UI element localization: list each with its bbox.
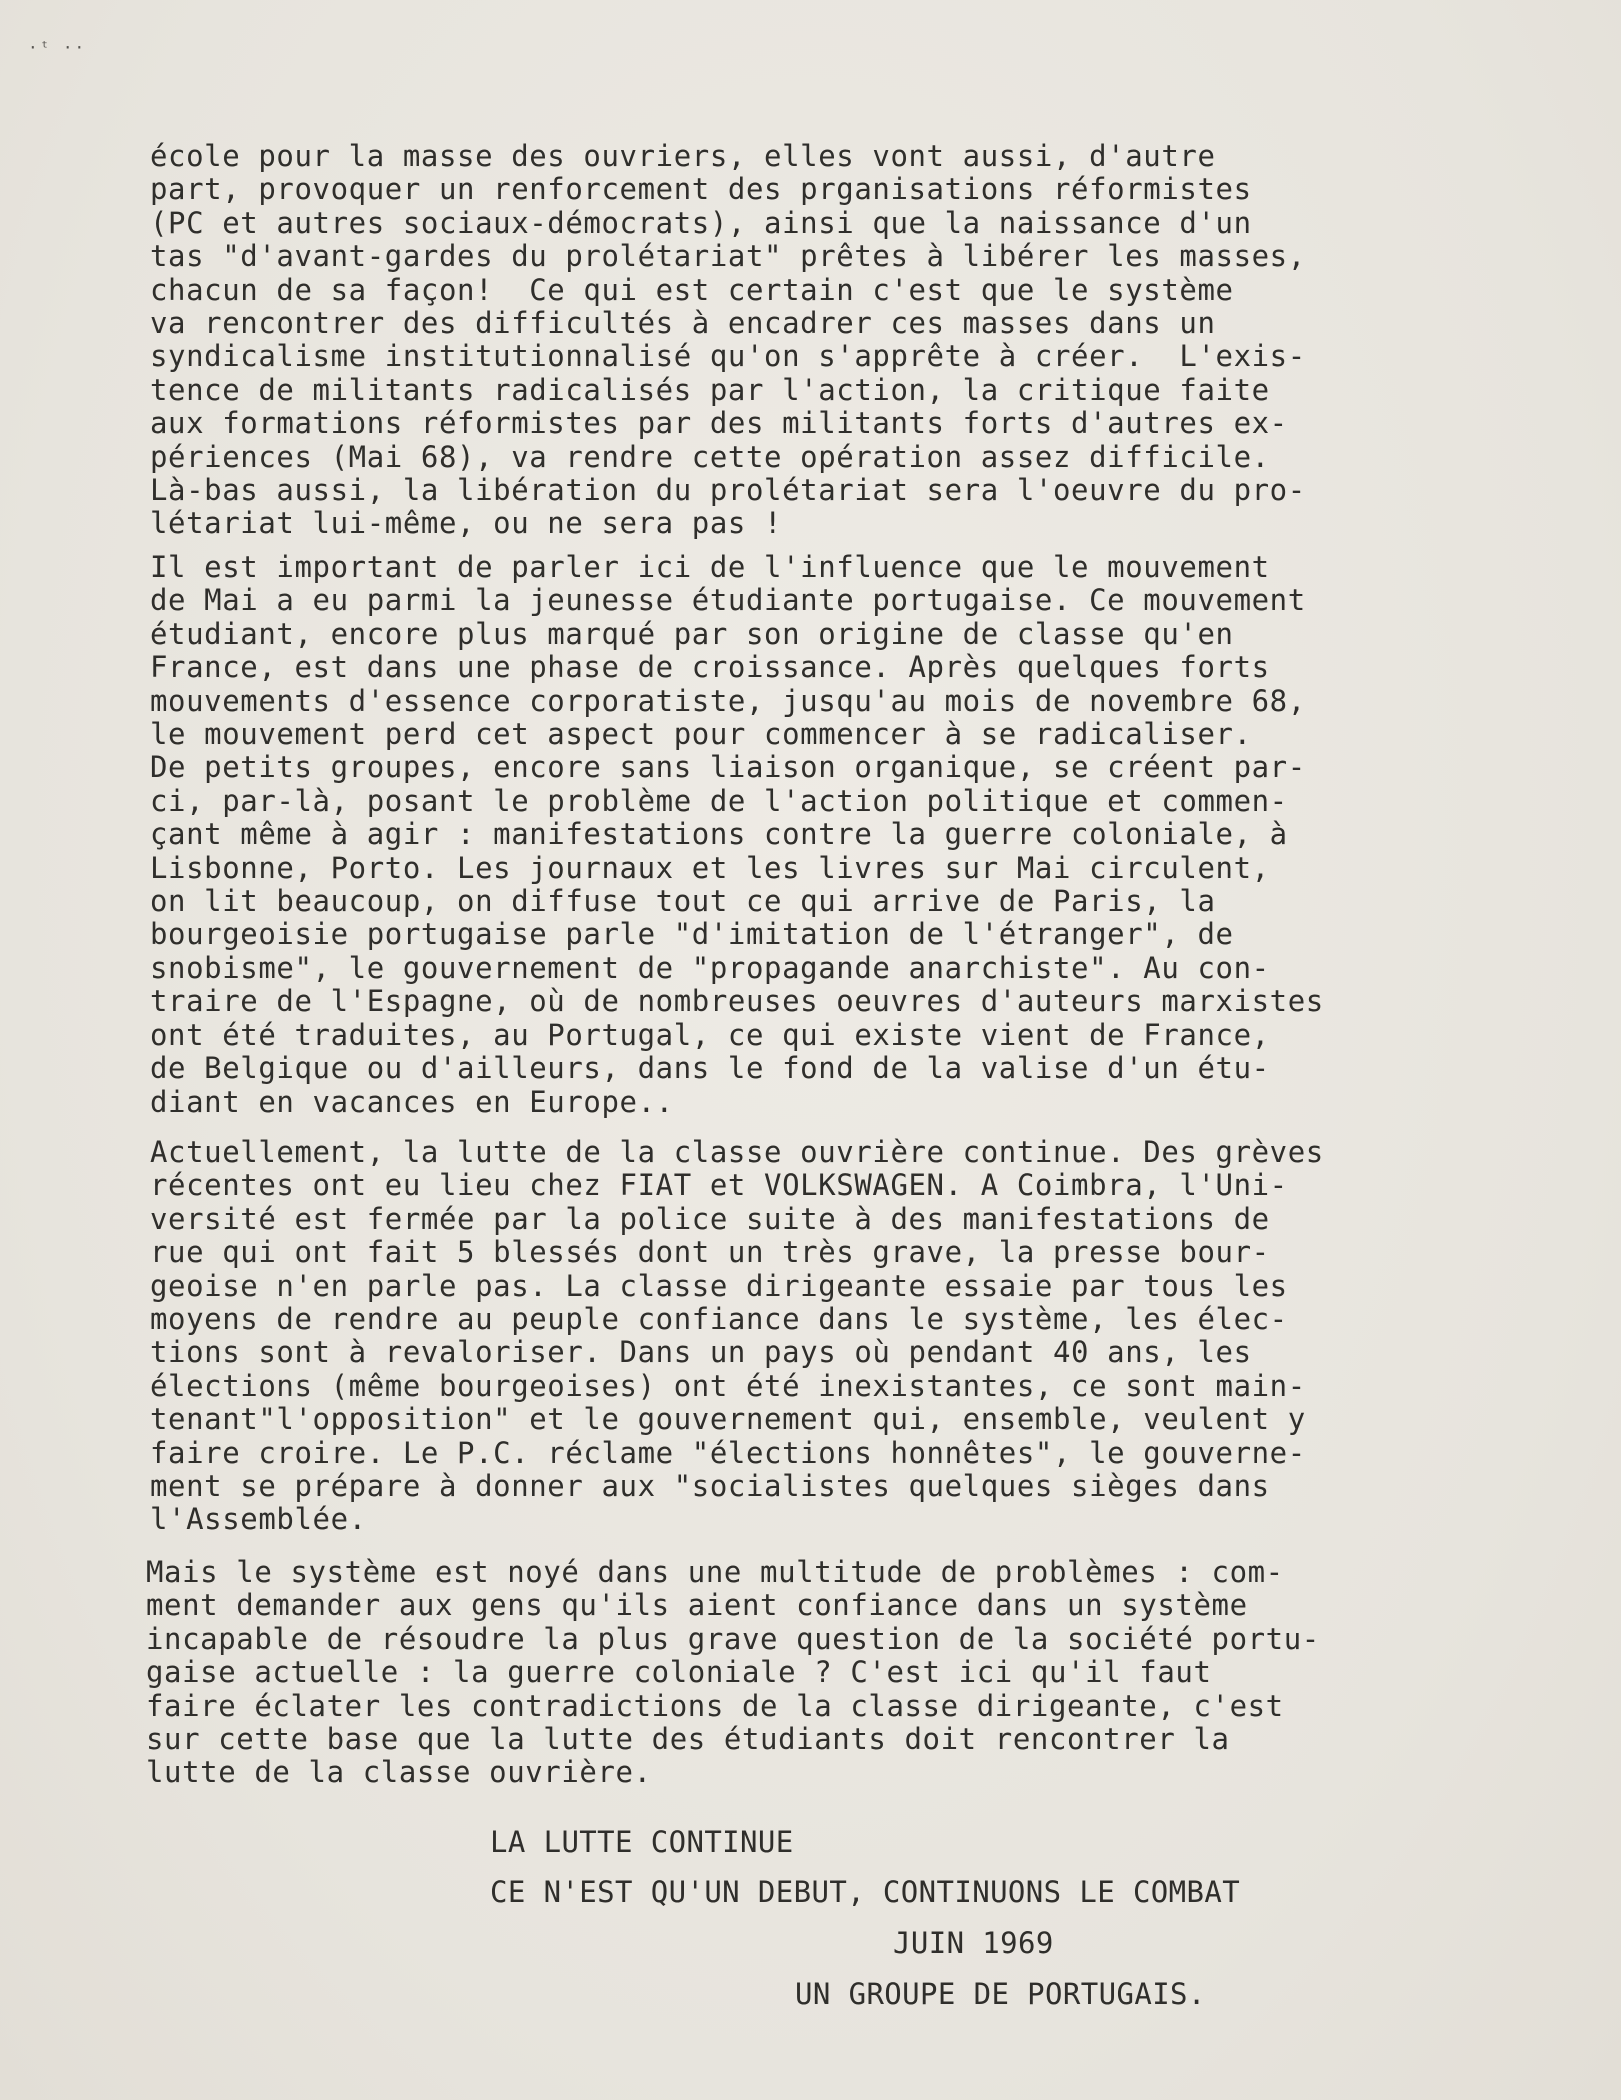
paragraph-4: Mais le système est noyé dans une multitude de problèmes : com- ment demander aux gens qu'ils aient confiance dans un système incapable de résoudre la plus grave question de la société portu- gaise actuelle : la guerre coloniale ? C'est ici qu'il faut faire éclater les contradictions de la classe dirigeante, c'est sur cette base que la lutte des étudiants doit rencontrer la lutte de la classe ouvrière.: [146, 1555, 1320, 1790]
corner-mark: ·ᵗ ··: [28, 38, 87, 57]
signature-line-motto: CE N'EST QU'UN DEBUT, CONTINUONS LE COMBAT: [490, 1875, 1241, 1909]
paragraph-2: Il est important de parler ici de l'influence que le mouvement de Mai a eu parmi la jeunesse étudiante portugaise. Ce mouvement étudiant, encore plus marqué par son origine de classe qu'en France, est dans une phase de croissance. Après quelques forts mouvements d'essence corporatiste, jusqu'au mois de novembre 68, le mouvement perd cet aspect pour commencer à se radicaliser. De petits groupes, encore sans liaison organique, se créent par- ci, par-là, posant le problème de l'action politique et commen- çant même à agir : manifestations contre la guerre coloniale, à Lisbonne, Porto. Les journaux et les livres sur Mai circulent, on lit beaucoup, on diffuse tout ce qui arrive de Paris, la bourgeoisie portugaise parle "d'imitation de l'étranger", de snobisme", le gouvernement de "propagande anarchiste". Au con- traire de l'Espagne, où de nombreuses oeuvres d'auteurs marxistes ont été traduites, au Portugal, ce qui existe vient de France, de Belgique ou d'ailleurs, dans le fond de la valise d'un étu- diant en vacances en Europe..: [150, 550, 1324, 1119]
signature-line-date: JUIN 1969: [893, 1926, 1054, 1960]
signature-line-author: UN GROUPE DE PORTUGAIS.: [795, 1977, 1206, 2011]
paragraph-1: école pour la masse des ouvriers, elles vont aussi, d'autre part, provoquer un renforcement des prganisations réformistes (PC et autres sociaux-démocrats), ainsi que la naissance d'un tas "d'avant-gardes du prolétariat" prêtes à libérer les masses, chacun de sa façon! Ce qui est certain c'est que le système va rencontrer des difficultés à encadrer ces masses dans un syndicalisme institutionnalisé qu'on s'apprête à créer. L'exis- tence de militants radicalisés par l'action, la critique faite aux formations réformistes par des militants forts d'autres ex- périences (Mai 68), va rendre cette opération assez difficile. Là-bas aussi, la libération du prolétariat sera l'oeuvre du pro- létariat lui-même, ou ne sera pas !: [150, 139, 1306, 541]
paragraph-3: Actuellement, la lutte de la classe ouvrière continue. Des grèves récentes ont eu lieu chez FIAT et VOLKSWAGEN. A Coimbra, l'Uni- versité est fermée par la police suite à des manifestations de rue qui ont fait 5 blessés dont un très grave, la presse bour- geoise n'en parle pas. La classe dirigeante essaie par tous les moyens de rendre au peuple confiance dans le système, les élec- tions sont à revaloriser. Dans un pays où pendant 40 ans, les élections (même bourgeoises) ont été inexistantes, ce sont main- tenant"l'opposition" et le gouvernement qui, ensemble, veulent y faire croire. Le P.C. réclame "élections honnêtes", le gouverne- ment se prépare à donner aux "socialistes quelques sièges dans l'Assemblée.: [150, 1135, 1324, 1537]
signature-line-slogan: LA LUTTE CONTINUE: [490, 1825, 794, 1859]
